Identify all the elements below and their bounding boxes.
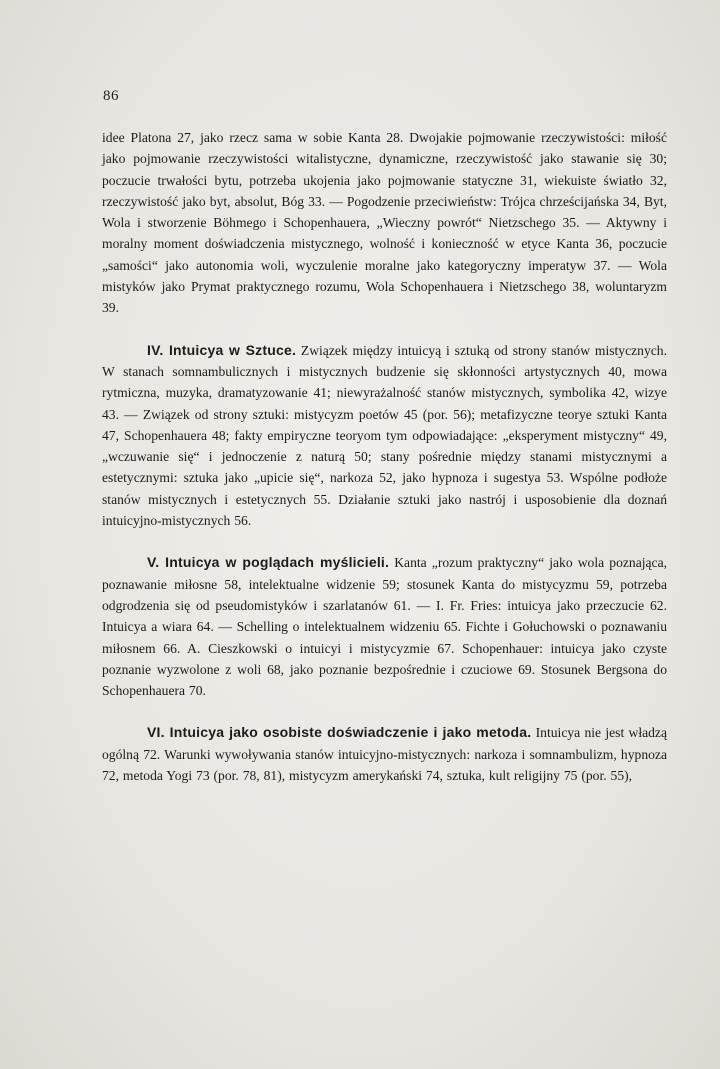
paragraph-continuation — [102, 127, 667, 319]
page-number: 86 — [103, 88, 119, 104]
paragraph-text: idee Platona 27, jako rzecz sama w sobie Kanta 28. Dwojakie pojmowanie rzeczywistości: miłość jako pojmowanie rzeczywistości witalistyczne, dynamiczne, rzeczywistość jako stawanie się 30; poczucie trwałości bytu, potrzeba ukojenia jako pojmowanie statyczne 31, wiekuiste światło 32, rzeczywistość jako byt, absolut, Bóg 33. — Pogodzenie przeciwieństw: Trójca chrześcijańska 34, Byt, Wola i stworzenie Böhmego i Schopenhauera, „Wieczny powrót“ Nietzschego 35. — Aktywny i moralny moment doświadczenia mistycznego, wolność i konieczność w etyce Kanta 36, poczucie „samości“ jako autonomia woli, wyczulenie moralne jako kategoryczny imperatyw 37. — Wola mistyków jako Prymat praktycznego rozumu, Wola Schopenhauera i Nietzschego 38, woluntaryzm 39. — [102, 130, 667, 316]
table-of-contents-text — [102, 127, 667, 807]
section-vi-paragraph — [102, 722, 667, 786]
section-iv-text: Związek między intuicyą i sztuką od strony stanów mistycznych. W stanach somnambulicznych i mistycznych budzenie się skłonności artystycznych 40, mowa rytmiczna, muzyka, dramatyzowanie 41; niewyrażalność stanów mistycznych, symbolika 42, wizye 43. — Związek od strony sztuki: mistycyzm poetów 45 (por. 56); metafizyczne teorye sztuki Kanta 47, Schopenhauera 48; fakty empiryczne teoryom tym odpowiadające: „eksperyment mistyczny“ 49, „wczuwanie się“ i jednoczenie z naturą 50; stany pośrednie między stanami mistycznymi a estetycznymi: sztuka jako „upicie się“, narkoza 52, jako hypnoza i sugestya 53. Wspólne podłoże stanów mistycznych i estetycznych 55. Działanie sztuki jako nastrój i usposobienie dla doznań intuicyjno-mistycznych 56. — [102, 342, 667, 529]
section-vi-text: Intuicya nie jest władzą ogólną 72. Warunki wywoływania stanów intuicyjno-mistycznych: narkoza i somnambulizm, hypnoza 72, metoda Yogi 73 (por. 78, 81), mistycyzm amerykański 74, sztuka, kult religijny 75 (por. 55), — [102, 725, 667, 784]
section-v-heading: V. Intuicya w poglądach myślicieli. — [147, 554, 390, 571]
section-iv-heading: IV. Intuicya w Sztuce. — [147, 341, 297, 358]
section-v-paragraph — [102, 552, 667, 701]
section-vi-heading: VI. Intuicya jako osobiste doświadczenie i jako metoda. — [147, 724, 532, 741]
section-v-text: Kanta „rozum praktyczny“ jako wola poznająca, poznawanie miłosne 58, intelektualne widzenie 59; stosunek Kanta do mistycyzmu 59, potrzeba odgrodzenia się od pseudomistyków i szarlatanów 61. — I. Fr. Fries: intuicya jako przeczucie 62. Intuicya a wiara 64. — Schelling o intelektualnem widzeniu 65. Fichte i Gołuchowski o poznawaniu miłosnem 66. A. Cieszkowski o intuicyi i mistycyzmie 67. Schopenhauer: intuicya jako czyste poznanie wyzwolone z woli 68, jako poznanie bezpośrednie i czuciowe 69. Stosunek Bergsona do Schopenhauera 70. — [102, 555, 668, 699]
section-iv-paragraph — [102, 340, 667, 532]
